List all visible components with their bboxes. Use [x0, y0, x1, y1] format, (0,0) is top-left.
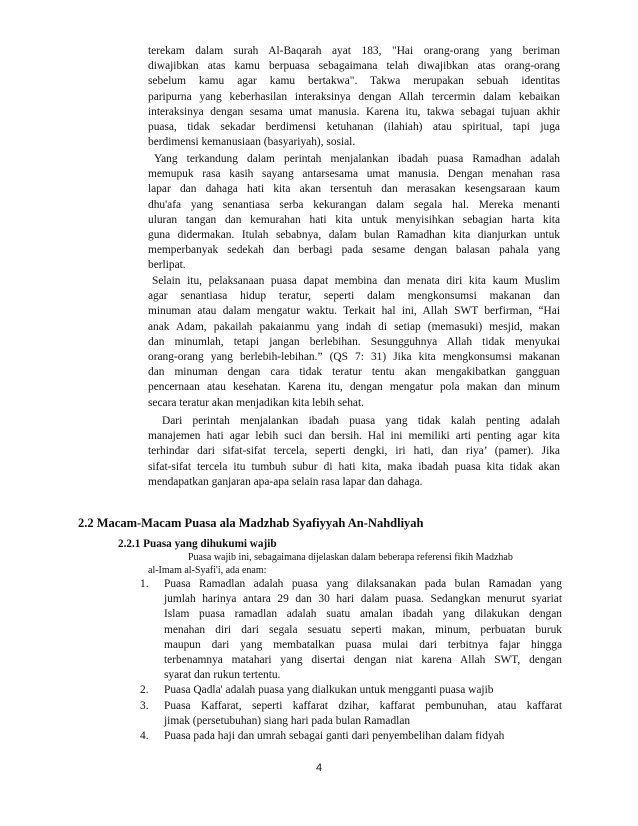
list-item — [140, 699, 562, 729]
intro-line: al-Imam al-Syafi'i, ada enam: — [148, 565, 267, 576]
list-item-number: 2. — [140, 684, 149, 697]
paragraph-line: uluran tangan dan kemurahan hati kita untuk menyisihkan sebagian harta kita — [148, 213, 560, 226]
paragraph-2 — [148, 152, 560, 274]
paragraph-line: lapar dan dahaga hati kita akan tersentuh dan merasakan kesengsaraan kaum — [148, 183, 560, 196]
list-item-line: jumlah harinya antara 29 dan 30 hari dalam puasa. Sedangkan menurut syariat — [164, 593, 562, 606]
paragraph-line: guna didermakan. Itulah sebabnya, dalam bulan Ramadhan kita dianjurkan untuk — [148, 229, 560, 242]
paragraph-line: Dari perintah menjalankan ibadah puasa yang tidak kalah penting adalah — [162, 415, 560, 427]
paragraph-line: pencernaan atau kesehatan. Karena itu, dengan mengatur pola makan dan minum — [148, 381, 560, 394]
paragraph-line: minuman atau dalam mengatur waktu. Terkait hal ini, Allah SWT berfirman, “Hai — [148, 305, 560, 318]
paragraph-line: memupuk rasa kasih sayang antarsesama umat manusia. Dengan menahan rasa — [148, 168, 560, 181]
list-item — [140, 577, 562, 683]
paragraph-line: orang-orang yang berlebih-lebihan.” (QS 7: 31) Jika kita mengkonsumsi makanan — [148, 351, 560, 364]
paragraph-line: manajemen hati agar lebih suci dan bersih. Hal ini memiliki arti penting agar kita — [148, 430, 560, 443]
list-item-line: Puasa Ramadlan adalah puasa yang dilaksanakan pada bulan Ramadan yang — [164, 578, 562, 590]
paragraph-line: sifat-sifat tercela itu tumbuh subur di hati kita, maka ibadah puasa kita tidak akan — [148, 460, 560, 473]
paragraph-line: terhindar dari sifat-sifat tercela, seperti dengki, iri hati, dan riya’ (pamer). Jika — [148, 445, 560, 458]
paragraph-line: anak Adam, pakailah pakaianmu yang indah di setiap (memasuki) mesjid, makan — [148, 320, 560, 333]
list-item-line: syarat dan rukun tertentu. — [164, 669, 281, 682]
paragraph-line: memperbanyak sedekah dan berbagi pada sesame dengan balasan pahala yang — [148, 244, 560, 257]
page-number: 4 — [315, 762, 323, 774]
paragraph-line: puasa, tidak sekadar berdimensi ketuhanan (ilahiah) atau spiritual, tapi juga — [148, 121, 560, 134]
list-item — [140, 683, 562, 698]
paragraph-line: sebelum kamu agar kamu bertakwa". Takwa merupakan sebuah identitas — [148, 75, 560, 88]
paragraph-1 — [148, 44, 560, 150]
list-item-line: jimak (persetubuhan) siang hari pada bulan Ramadlan — [164, 714, 411, 727]
paragraph-4 — [148, 414, 560, 490]
paragraph-line: diwajibkan atas kamu berpuasa sebagaimana telah diwajibkan atas orang-orang — [148, 60, 560, 73]
paragraph-3 — [148, 274, 560, 411]
paragraph-line: berlipat. — [148, 259, 186, 272]
paragraph-line: terekam dalam surah Al-Baqarah ayat 183, "Hai orang-orang yang beriman — [148, 45, 560, 57]
list-item-number: 3. — [140, 699, 149, 712]
list-item — [140, 729, 562, 744]
list-item-line: terbenamnya matahari yang disertai dengan niat karena Allah SWT, dengan — [164, 654, 562, 667]
list-item-line: Islam puasa ramadlan adalah suatu amalan ibadah yang dilakukan dengan — [164, 608, 562, 621]
section-intro — [148, 551, 562, 577]
paragraph-line: dan minuman dengan cara tidak teratur tentu akan mengakibatkan gangguan — [148, 366, 560, 379]
list-item-line: Puasa Qadla' adalah puasa yang dialkukan untuk mengganti puasa wajib — [164, 684, 494, 697]
list-item-number: 1. — [140, 578, 149, 590]
paragraph-line: agar senantiasa hidup teratur, seperti dalam mengkonsumsi makanan dan — [148, 290, 560, 303]
paragraph-line: interaksinya dengan sesama umat manusia. Karena itu, takwa sebagai tujuan akhir — [148, 105, 560, 118]
list-item-line: Puasa Kaffarat, seperti kaffarat dzihar, kaffarat pembunuhan, atau kaffarat — [164, 699, 562, 712]
paragraph-line: secara teratur akan menjadikan kita lebih sehat. — [148, 396, 365, 409]
obligatory-fasting-list — [140, 577, 562, 744]
paragraph-line: berdimensi kemanusiaan (basyariyah), sosial. — [148, 136, 356, 149]
paragraph-line: Yang terkandung dalam perintah menjalankan ibadah puasa Ramadhan adalah — [154, 153, 560, 165]
paragraph-line: mendapatkan ganjaran apa-apa selain rasa lapar dan dahaga. — [148, 475, 423, 488]
list-item-line: menahan diri dari segala sesuatu seperti makan, minum, perbuatan buruk — [164, 623, 562, 636]
list-item-line: Puasa pada haji dan umrah sebagai ganti dari penyembelihan dalam fidyah — [164, 730, 505, 743]
paragraph-line: paripurna yang keberhasilan interaksinya dengan Allah tercermin dalam kebaikan — [148, 90, 560, 103]
paragraph-line: dhu'afa yang senantiasa serba kekurangan dalam segala hal. Mereka menanti — [148, 198, 560, 211]
list-item-line: maupun dari yang membatalkan puasa mulai dari terbitnya fajar hingga — [164, 638, 562, 651]
list-item-number: 4. — [140, 730, 149, 743]
paragraph-line: Selain itu, pelaksanaan puasa dapat membina dan menata diri kita kaum Muslim — [152, 275, 560, 287]
section-heading: 2.2 Macam-Macam Puasa ala Madzhab Syafiyyah An-Nahdliyah — [78, 516, 424, 530]
paragraph-line: dan minumlah, tetapi jangan berlebihan. Sesungguhnya Allah tidak menyukai — [148, 335, 560, 348]
intro-line: Puasa wajib ini, sebagaimana dijelaskan dalam beberapa referensi fikih Madzhab — [188, 552, 513, 563]
subsection-heading: 2.2.1 Puasa yang dihukumi wajib — [118, 538, 277, 550]
